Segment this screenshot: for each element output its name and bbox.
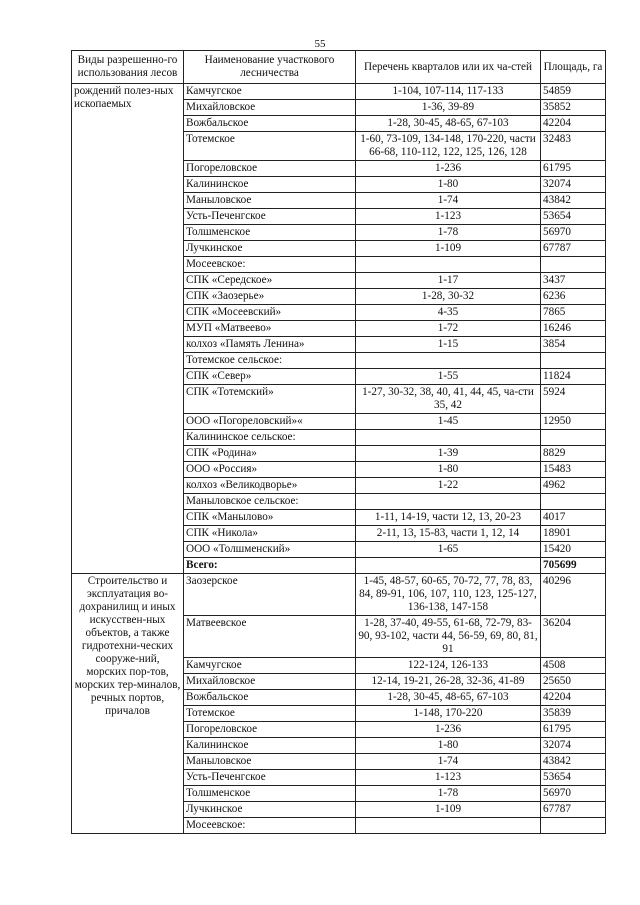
forestry-name-cell: Михайловское bbox=[184, 674, 356, 690]
area-cell: 32074 bbox=[541, 738, 606, 754]
area-cell: 36204 bbox=[541, 616, 606, 658]
forestry-name-cell: Толшменское bbox=[184, 786, 356, 802]
area-cell: 53654 bbox=[541, 209, 606, 225]
area-cell bbox=[541, 257, 606, 273]
quarters-cell: 1-80 bbox=[356, 462, 541, 478]
forestry-name-cell: Тотемское bbox=[184, 706, 356, 722]
table-row bbox=[72, 84, 606, 100]
forestry-name-cell: СПК «Заозерье» bbox=[184, 289, 356, 305]
forestry-name-cell: колхоз «Память Ленина» bbox=[184, 337, 356, 353]
quarters-cell: 1-236 bbox=[356, 161, 541, 177]
quarters-cell: 1-78 bbox=[356, 786, 541, 802]
quarters-cell: 1-80 bbox=[356, 738, 541, 754]
use-type-cell: Строительство и эксплуатация во-дохранилищ и иных искусствен-ных объектов, а также гидротехни-ческих сооруже-ний, морских пор-тов, морских тер-миналов, речных портов, причалов bbox=[72, 574, 184, 834]
area-cell: 32483 bbox=[541, 132, 606, 161]
area-cell: 6236 bbox=[541, 289, 606, 305]
quarters-cell: 1-104, 107-114, 117-133 bbox=[356, 84, 541, 100]
area-cell: 15420 bbox=[541, 542, 606, 558]
quarters-cell: 1-148, 170-220 bbox=[356, 706, 541, 722]
forestry-name-cell: Камчугское bbox=[184, 658, 356, 674]
area-cell: 4017 bbox=[541, 510, 606, 526]
quarters-cell: 12-14, 19-21, 26-28, 32-36, 41-89 bbox=[356, 674, 541, 690]
quarters-cell: 1-55 bbox=[356, 369, 541, 385]
forestry-name-cell: Погореловское bbox=[184, 161, 356, 177]
forestry-name-cell: Вожбальское bbox=[184, 116, 356, 132]
quarters-cell: 1-11, 14-19, части 12, 13, 20-23 bbox=[356, 510, 541, 526]
quarters-cell bbox=[356, 257, 541, 273]
quarters-cell: 1-28, 30-45, 48-65, 67-103 bbox=[356, 116, 541, 132]
quarters-cell: 1-65 bbox=[356, 542, 541, 558]
area-cell: 35839 bbox=[541, 706, 606, 722]
header-area: Площадь, га bbox=[541, 51, 606, 84]
forestry-name-cell: Заозерское bbox=[184, 574, 356, 616]
forestry-name-cell: Толшменское bbox=[184, 225, 356, 241]
quarters-cell: 1-74 bbox=[356, 754, 541, 770]
forest-use-table bbox=[71, 50, 606, 834]
quarters-cell: 1-74 bbox=[356, 193, 541, 209]
quarters-cell: 1-60, 73-109, 134-148, 170-220, части 66-68, 110-112, 122, 125, 126, 128 bbox=[356, 132, 541, 161]
area-cell: 8829 bbox=[541, 446, 606, 462]
quarters-cell bbox=[356, 494, 541, 510]
area-cell: 5924 bbox=[541, 385, 606, 414]
forestry-name-cell: ООО «Россия» bbox=[184, 462, 356, 478]
area-cell: 7865 bbox=[541, 305, 606, 321]
forestry-name-cell: СПК «Середское» bbox=[184, 273, 356, 289]
quarters-cell: 1-123 bbox=[356, 770, 541, 786]
area-cell: 56970 bbox=[541, 786, 606, 802]
quarters-cell: 1-27, 30-32, 38, 40, 41, 44, 45, ча-сти 35, 42 bbox=[356, 385, 541, 414]
quarters-cell: 1-78 bbox=[356, 225, 541, 241]
area-cell: 4962 bbox=[541, 478, 606, 494]
quarters-cell: 1-72 bbox=[356, 321, 541, 337]
area-cell: 25650 bbox=[541, 674, 606, 690]
forestry-name-cell: СПК «Мосеевский» bbox=[184, 305, 356, 321]
forestry-name-cell: Михайловское bbox=[184, 100, 356, 116]
forestry-name-cell: Маныловское сельское: bbox=[184, 494, 356, 510]
forestry-name-cell: Мосеевское: bbox=[184, 257, 356, 273]
quarters-cell: 1-109 bbox=[356, 241, 541, 257]
area-cell: 43842 bbox=[541, 754, 606, 770]
forestry-name-cell: Матвеевское bbox=[184, 616, 356, 658]
forestry-name-cell: Тотемское сельское: bbox=[184, 353, 356, 369]
forestry-name-cell: Камчугское bbox=[184, 84, 356, 100]
area-cell: 16246 bbox=[541, 321, 606, 337]
forestry-name-cell: Калининское bbox=[184, 177, 356, 193]
table-header-row bbox=[72, 51, 606, 84]
area-cell: 12950 bbox=[541, 414, 606, 430]
table-row bbox=[72, 574, 606, 616]
forestry-name-cell: Лучкинское bbox=[184, 802, 356, 818]
quarters-cell: 1-123 bbox=[356, 209, 541, 225]
quarters-cell: 1-28, 30-45, 48-65, 67-103 bbox=[356, 690, 541, 706]
quarters-cell: 122-124, 126-133 bbox=[356, 658, 541, 674]
forestry-name-cell: колхоз «Великодворье» bbox=[184, 478, 356, 494]
quarters-cell: 1-22 bbox=[356, 478, 541, 494]
area-cell: 40296 bbox=[541, 574, 606, 616]
quarters-cell: 4-35 bbox=[356, 305, 541, 321]
area-cell: 56970 bbox=[541, 225, 606, 241]
quarters-cell: 1-15 bbox=[356, 337, 541, 353]
area-cell: 43842 bbox=[541, 193, 606, 209]
area-cell: 67787 bbox=[541, 241, 606, 257]
forestry-name-cell: Усть-Печенгское bbox=[184, 770, 356, 786]
total-empty-cell bbox=[356, 558, 541, 574]
forestry-name-cell: Лучкинское bbox=[184, 241, 356, 257]
forestry-name-cell: Маныловское bbox=[184, 193, 356, 209]
table-body bbox=[72, 84, 606, 834]
page-number: 55 bbox=[314, 38, 326, 50]
area-cell bbox=[541, 353, 606, 369]
forestry-name-cell: Тотемское bbox=[184, 132, 356, 161]
area-cell bbox=[541, 494, 606, 510]
forestry-name-cell: Калининское bbox=[184, 738, 356, 754]
forestry-name-cell: СПК «Манылово» bbox=[184, 510, 356, 526]
area-cell: 18901 bbox=[541, 526, 606, 542]
quarters-cell: 1-45, 48-57, 60-65, 70-72, 77, 78, 83, 84, 89-91, 106, 107, 110, 123, 125-127, 136-138, 147-158 bbox=[356, 574, 541, 616]
forestry-name-cell: Маныловское bbox=[184, 754, 356, 770]
forestry-name-cell: Погореловское bbox=[184, 722, 356, 738]
area-cell: 61795 bbox=[541, 161, 606, 177]
forestry-name-cell: Мосеевское: bbox=[184, 818, 356, 834]
forestry-name-cell: СПК «Никола» bbox=[184, 526, 356, 542]
quarters-cell: 2-11, 13, 15-83, части 1, 12, 14 bbox=[356, 526, 541, 542]
forestry-name-cell: Калининское сельское: bbox=[184, 430, 356, 446]
area-cell bbox=[541, 430, 606, 446]
quarters-cell: 1-17 bbox=[356, 273, 541, 289]
forestry-name-cell: ООО «Погореловский»« bbox=[184, 414, 356, 430]
area-cell: 53654 bbox=[541, 770, 606, 786]
area-cell bbox=[541, 818, 606, 834]
area-cell: 3437 bbox=[541, 273, 606, 289]
area-cell: 11824 bbox=[541, 369, 606, 385]
area-cell: 61795 bbox=[541, 722, 606, 738]
forestry-name-cell: СПК «Тотемский» bbox=[184, 385, 356, 414]
area-cell: 67787 bbox=[541, 802, 606, 818]
header-quarters: Перечень кварталов или их ча-стей bbox=[356, 51, 541, 84]
forestry-name-cell: ООО «Толшменский» bbox=[184, 542, 356, 558]
area-cell: 42204 bbox=[541, 116, 606, 132]
quarters-cell bbox=[356, 353, 541, 369]
forestry-name-cell: СПК «Родина» bbox=[184, 446, 356, 462]
quarters-cell: 1-36, 39-89 bbox=[356, 100, 541, 116]
quarters-cell: 1-109 bbox=[356, 802, 541, 818]
total-value: 705699 bbox=[541, 558, 606, 574]
area-cell: 42204 bbox=[541, 690, 606, 706]
quarters-cell: 1-80 bbox=[356, 177, 541, 193]
forestry-name-cell: Усть-Печенгское bbox=[184, 209, 356, 225]
total-label: Всего: bbox=[184, 558, 356, 574]
header-use-type: Виды разрешенно-го использования лесов bbox=[72, 51, 184, 84]
forestry-name-cell: МУП «Матвеево» bbox=[184, 321, 356, 337]
quarters-cell: 1-236 bbox=[356, 722, 541, 738]
area-cell: 15483 bbox=[541, 462, 606, 478]
quarters-cell: 1-39 bbox=[356, 446, 541, 462]
quarters-cell: 1-28, 37-40, 49-55, 61-68, 72-79, 83-90, 93-102, части 44, 56-59, 69, 80, 81, 91 bbox=[356, 616, 541, 658]
area-cell: 32074 bbox=[541, 177, 606, 193]
use-type-cell: рождений полез-ных ископаемых bbox=[72, 84, 184, 574]
area-cell: 54859 bbox=[541, 84, 606, 100]
forestry-name-cell: СПК «Север» bbox=[184, 369, 356, 385]
area-cell: 3854 bbox=[541, 337, 606, 353]
quarters-cell: 1-28, 30-32 bbox=[356, 289, 541, 305]
header-forestry: Наименование участкового лесничества bbox=[184, 51, 356, 84]
quarters-cell: 1-45 bbox=[356, 414, 541, 430]
quarters-cell bbox=[356, 818, 541, 834]
area-cell: 4508 bbox=[541, 658, 606, 674]
area-cell: 35852 bbox=[541, 100, 606, 116]
forestry-name-cell: Вожбальское bbox=[184, 690, 356, 706]
quarters-cell bbox=[356, 430, 541, 446]
